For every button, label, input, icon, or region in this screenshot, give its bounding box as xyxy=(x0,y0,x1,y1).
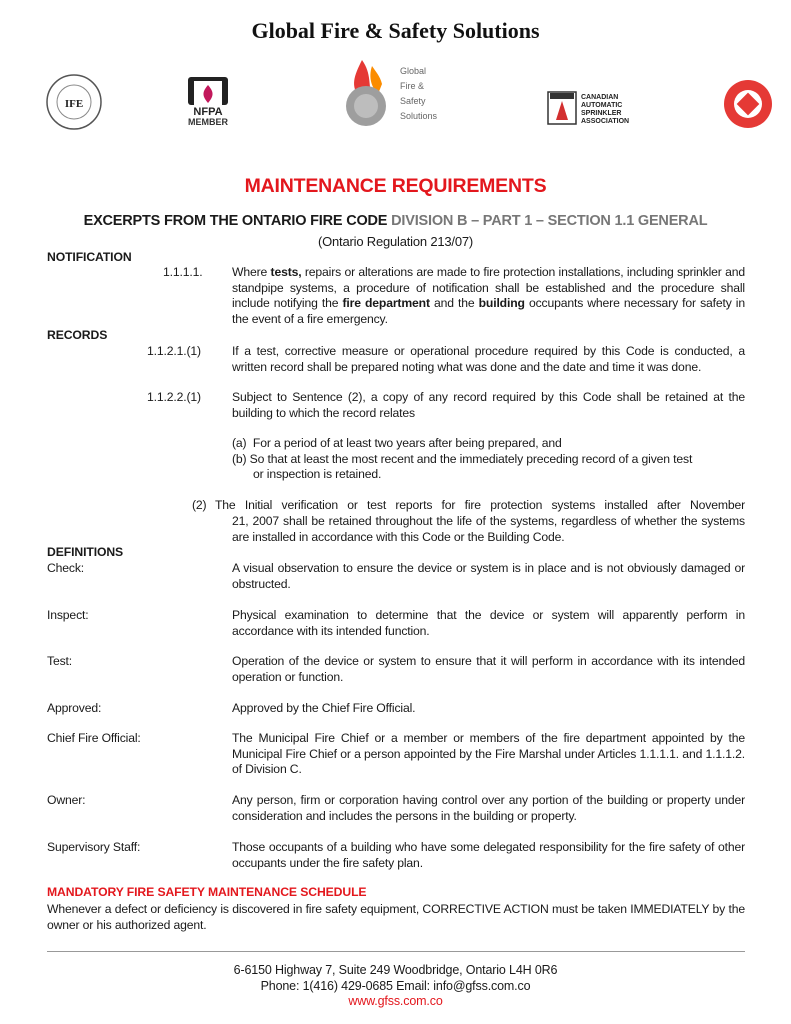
section-number: (2) xyxy=(192,498,207,512)
definition-text: A visual observation to ensure the device or system is in place and is not obviously damaged or obstructed. xyxy=(232,561,745,591)
definition-text: Operation of the device or system to ensure that it will perform in accordance with its intended operation or function. xyxy=(232,654,745,684)
institution-of-fire-engineers-logo xyxy=(38,72,110,132)
footer-contact: Phone: 1(416) 429-0685 Email: info@gfss.com.co xyxy=(260,979,531,993)
subtitle-dark: EXCERPTS FROM THE ONTARIO FIRE CODE xyxy=(83,213,388,229)
brand-title: Global Fire & Safety Solutions xyxy=(251,18,540,43)
records-text-3-first: The Initial verification or test reports for fire protection systems installed after November xyxy=(215,498,745,512)
svg-text:MEMBER: MEMBER xyxy=(188,117,228,127)
records-item-b-cont: or inspection is retained. xyxy=(253,467,382,481)
definitions-heading: DEFINITIONS xyxy=(47,545,124,559)
svg-text:IFE: IFE xyxy=(64,98,84,110)
page-title: MAINTENANCE REQUIREMENTS xyxy=(244,175,547,197)
definition-term: Chief Fire Official: xyxy=(47,731,141,745)
definition-term: Inspect: xyxy=(47,608,89,622)
definition-text: Approved by the Chief Fire Official. xyxy=(232,701,416,715)
records-item-b: (b) So that at least the most recent and the immediately preceding record of a given test xyxy=(232,452,693,466)
svg-text:ASSOCIATION: ASSOCIATION xyxy=(581,118,630,125)
definition-term: Test: xyxy=(47,654,72,668)
footer-divider xyxy=(47,951,745,952)
section-number: 1.1.2.1.(1) xyxy=(147,344,201,358)
records-item-a: (a) For a period of at least two years after being prepared, and xyxy=(232,436,562,450)
definition-text: Those occupants of a building who have some delegated responsibility for the fire safety of other occupants under the fire safety plan. xyxy=(232,840,745,870)
records-text-2: Subject to Sentence (2), a copy of any record required by this Code shall be retained at the building to which the record relates xyxy=(232,390,745,420)
schedule-text: Whenever a defect or deficiency is discovered in fire safety equipment, CORRECTIVE ACTION must be taken IMMEDIATELY by the owner or his authorized agent. xyxy=(47,902,745,932)
subtitle-grey: DIVISION B – PART 1 – SECTION 1.1 GENERAL xyxy=(391,213,708,229)
footer-website-link[interactable]: www.gfss.com.co xyxy=(348,994,443,1008)
definition-term: Check: xyxy=(47,561,85,575)
definition-term: Owner: xyxy=(47,793,86,807)
notification-heading: NOTIFICATION xyxy=(47,250,132,264)
svg-text:AUTOMATIC: AUTOMATIC xyxy=(581,102,623,109)
definition-text: The Municipal Fire Chief or a member or members of the fire department appointed by the Municipal Fire Chief or a person appointed by the Fire Marshal under Articles 1.1.1.1. and 1.1.1.2. of Division C. xyxy=(232,731,745,777)
records-text-1: If a test, corrective measure or operational procedure required by this Code is conducted, a written record shall be prepared noting what was done and the date and time it was done. xyxy=(232,344,745,374)
records-text-3-rest: 21, 2007 shall be retained throughout the life of the systems, regardless of whether the systems are installed in accordance with this Code or the Building Code. xyxy=(232,514,745,544)
definition-text: Physical examination to determine that the device or system will apparently perform in accordance with its intended function. xyxy=(232,608,745,638)
svg-text:CANADIAN: CANADIAN xyxy=(581,94,619,101)
definition-term: Supervisory Staff: xyxy=(47,840,141,854)
regulation: (Ontario Regulation 213/07) xyxy=(317,234,474,249)
svg-text:Fire &: Fire & xyxy=(400,81,425,91)
svg-text:Safety: Safety xyxy=(400,96,426,106)
subtitle xyxy=(0,213,791,229)
section-number: 1.1.1.1. xyxy=(163,265,203,279)
notification-text: Where tests, repairs or alterations are made to fire protection installations, including sprinkler and standpipe systems, a procedure of notification shall be established and the procedure shall include notifying the fire department and the building occupants where necessary for safety in the event of a fire emergency. xyxy=(232,265,745,326)
schedule-heading: MANDATORY FIRE SAFETY MAINTENANCE SCHEDULE xyxy=(47,885,367,899)
nfpa-member-logo xyxy=(185,75,235,127)
definition-text: Any person, firm or corporation having control over any portion of the building or property under consideration and includes the persons in the building or property. xyxy=(232,793,745,823)
svg-text:Solutions: Solutions xyxy=(400,111,438,121)
section-number: 1.1.2.2.(1) xyxy=(147,390,201,404)
casa-logo xyxy=(546,90,646,128)
definition-term: Approved: xyxy=(47,701,102,715)
records-heading: RECORDS xyxy=(47,328,108,342)
gfss-logo xyxy=(342,56,454,128)
svg-text:Global: Global xyxy=(400,66,427,76)
canadian-fire-alarm-association-logo xyxy=(720,78,776,130)
svg-text:SPRINKLER: SPRINKLER xyxy=(581,110,622,117)
footer-address: 6-6150 Highway 7, Suite 249 Woodbridge, Ontario L4H 0R6 xyxy=(233,963,558,977)
svg-text:NFPA: NFPA xyxy=(193,106,223,118)
